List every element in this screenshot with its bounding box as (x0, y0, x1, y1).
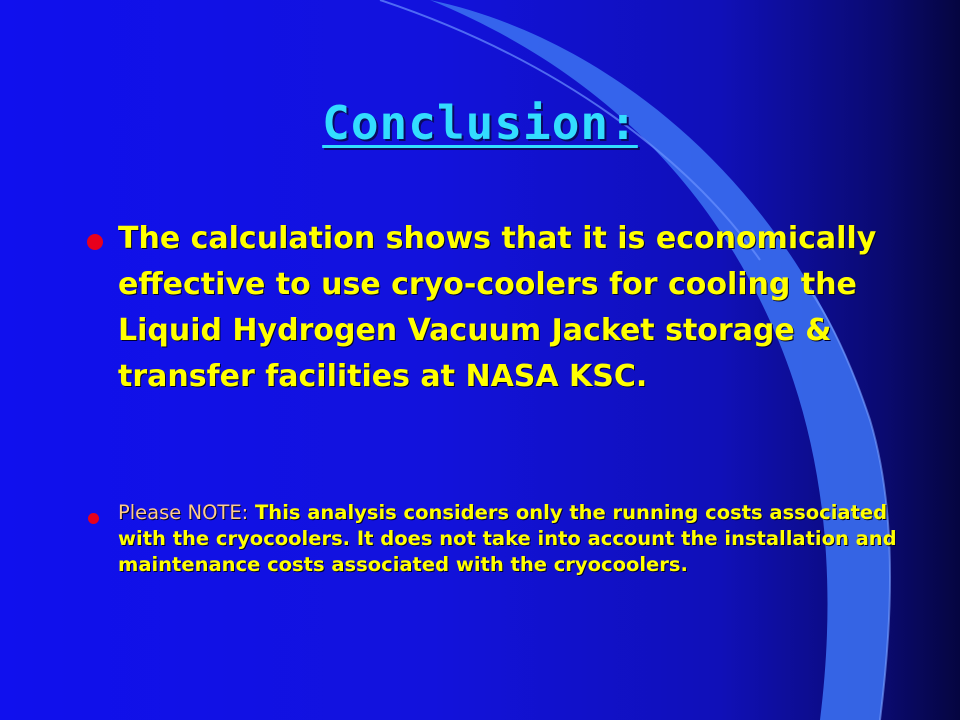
bullet-note-text (118, 500, 938, 578)
slide-title: Conclusion: (322, 96, 638, 150)
note-lead-label: Please NOTE: (118, 501, 249, 524)
bullet-main-text: The calculation shows that it is economically effective to use cryo-coolers for cooling the Liquid Hydrogen Vacuum Jacket storage & transfer facilities at NASA KSC. (118, 221, 877, 394)
note-body: This analysis considers only the running costs associated with the cryocoolers. It does not take into account the installation and maintenance costs associated with the cryocoolers. (118, 501, 897, 576)
bullet-dot-icon (88, 513, 99, 524)
bullet-dot-icon (87, 234, 103, 250)
